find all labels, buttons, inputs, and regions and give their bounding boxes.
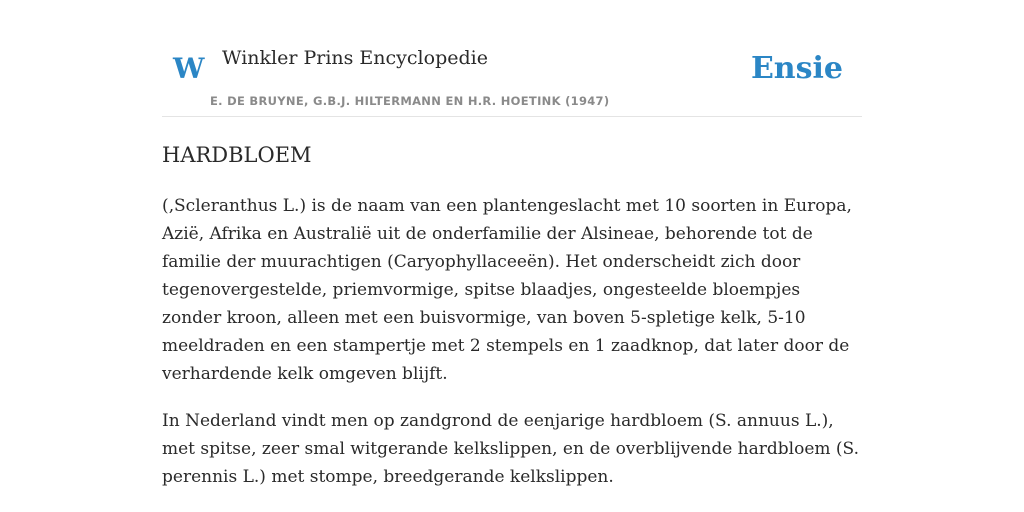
site-header bbox=[162, 0, 862, 117]
article-paragraph-1: (‚Scleranthus L.) is de naam van een plantengeslacht met 10 soorten in Europa, Azië, Afrika en Australië uit de onderfamilie der Alsineae, behorende tot de familie der muurachtigen (Caryophyllaceeën). Het onderscheidt zich door tegenovergestelde, priemvormige, spitse blaadjes, ongesteelde bloempjes zonder kroon, alleen met een buisvormige, van boven 5-spletige kelk, 5-10 meeldraden en een stampertje met 2 stempels en 1 zaadknop, dat later door de verhardende kelk omgeven blijft. bbox=[162, 196, 852, 384]
publication-title[interactable]: Winkler Prins Encyclopedie bbox=[222, 47, 488, 69]
article bbox=[162, 138, 864, 491]
publication-authors: E. DE BRUYNE, G.B.J. HILTERMANN EN H.R. HOETINK (1947) bbox=[210, 94, 610, 108]
article-paragraph-2: In Nederland vindt men op zandgrond de eenjarige hardbloem (S. annuus L.), met spitse, zeer smal witgerande kelkslippen, en de overblijvende hardbloem (S. perennis L.) met stompe, breedgerande kelkslippen. bbox=[162, 411, 859, 487]
winkler-prins-logo[interactable]: W bbox=[173, 52, 205, 85]
ensie-logo[interactable]: Ensie bbox=[750, 51, 843, 86]
entry-title: HARDBLOEM bbox=[162, 143, 312, 167]
